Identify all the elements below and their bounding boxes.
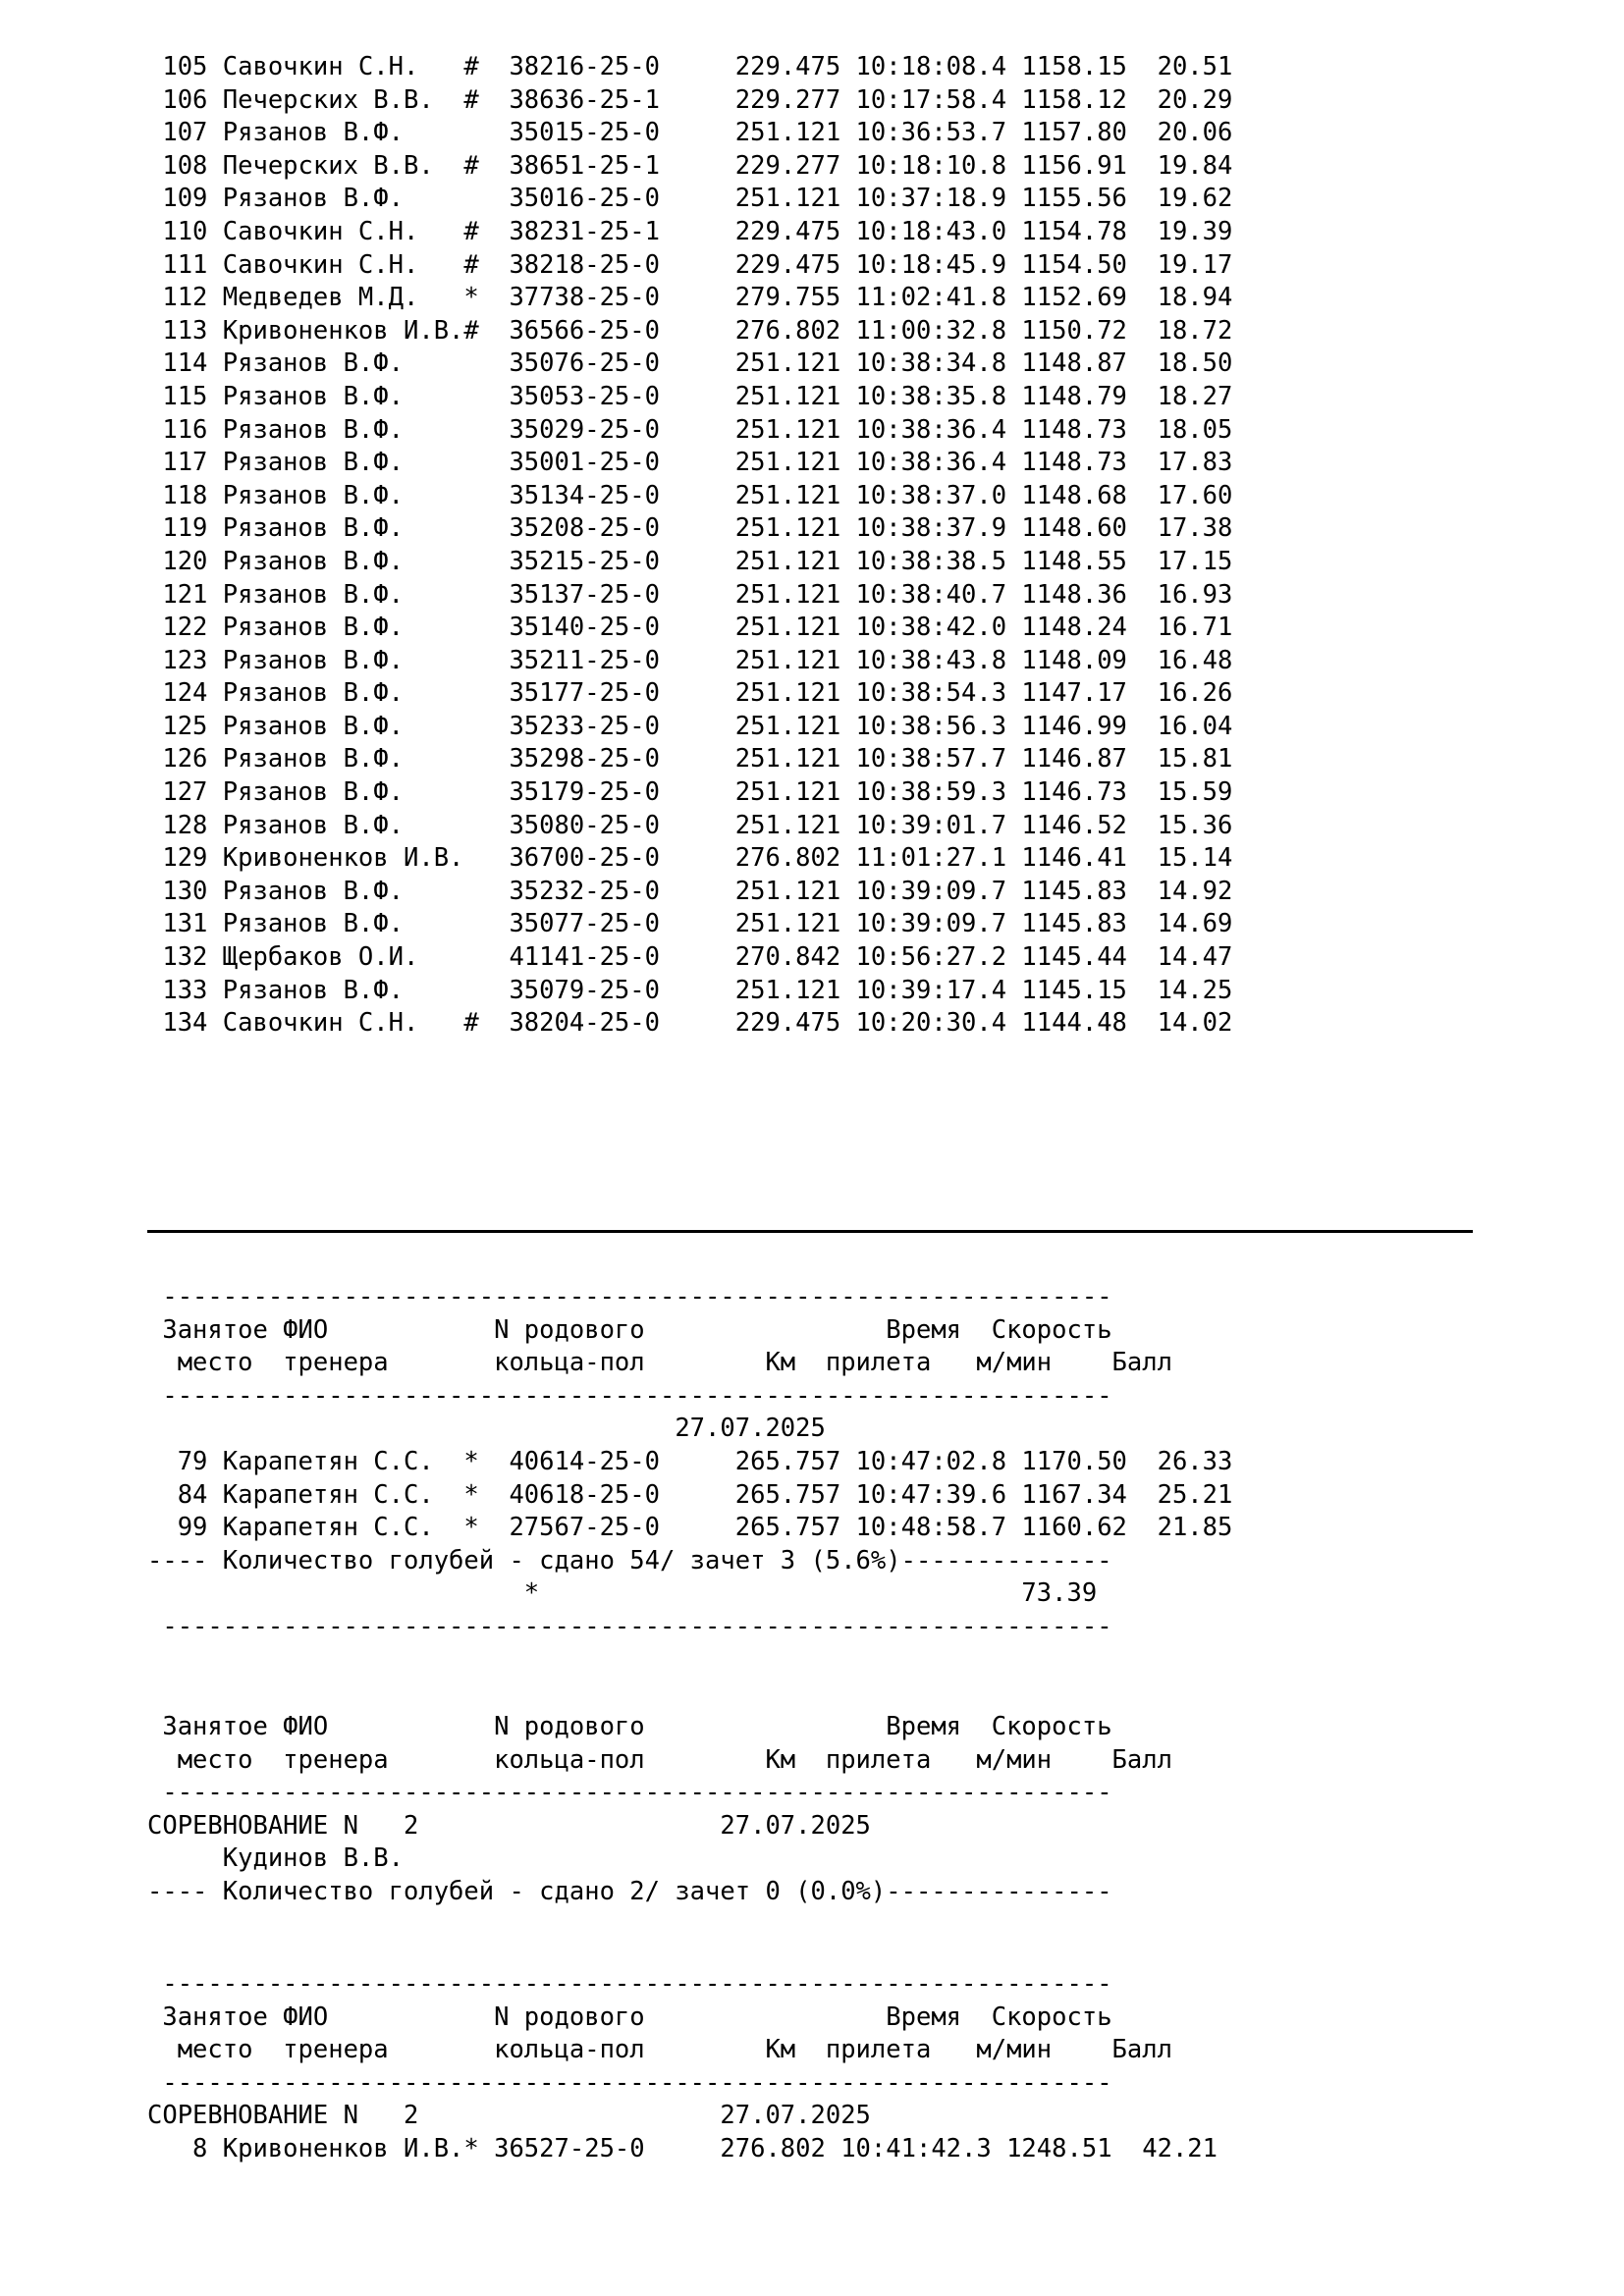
table-row: 134 Савочкин С.Н. # 38204-25-0 229.475 10:20:30.4 1144.48 14.02 <box>147 1008 1233 1039</box>
separator-dashed: --------------------------------------------------------------- <box>147 2067 1112 2098</box>
summary-line: ---- Количество голубей - сдано 2/ зачет 0 (0.0%)--------------- <box>147 1876 1112 1906</box>
table-row: 119 Рязанов В.Ф. 35208-25-0 251.121 10:38:37.9 1148.60 17.38 <box>147 513 1233 544</box>
section-karapetyan <box>147 1281 1232 1644</box>
results-table-continued <box>147 51 1232 1041</box>
table-row: 112 Медведев М.Д. * 37738-25-0 279.755 11:02:41.8 1152.69 18.94 <box>147 283 1233 313</box>
table-row: 105 Савочкин С.Н. # 38216-25-0 229.475 10:18:08.4 1158.15 20.51 <box>147 52 1233 81</box>
table-row: 121 Рязанов В.Ф. 35137-25-0 251.121 10:38:40.7 1148.36 16.93 <box>147 579 1233 610</box>
table-row: 111 Савочкин С.Н. # 38218-25-0 229.475 10:18:45.9 1154.50 19.17 <box>147 249 1233 280</box>
table-row: 133 Рязанов В.Ф. 35079-25-0 251.121 10:39:17.4 1145.15 14.25 <box>147 975 1233 1005</box>
summary-line: ---- Количество голубей - сдано 54/ зачет 3 (5.6%)-------------- <box>147 1545 1112 1575</box>
table-row: 108 Печерских В.В. # 38651-25-1 229.277 10:18:10.8 1156.91 19.84 <box>147 150 1233 181</box>
table-row: 107 Рязанов В.Ф. 35015-25-0 251.121 10:36:53.7 1157.80 20.06 <box>147 118 1233 148</box>
column-header-line-1: Занятое ФИО N родового Время Скорость <box>147 2002 1112 2032</box>
table-row: 110 Савочкин С.Н. # 38231-25-1 229.475 10:18:43.0 1154.78 19.39 <box>147 216 1233 246</box>
column-header-line-2: место тренера кольца-пол Км прилета м/мин Балл <box>147 1348 1188 1378</box>
separator-dashed: --------------------------------------------------------------- <box>147 1282 1112 1311</box>
table-row: 115 Рязанов В.Ф. 35053-25-0 251.121 10:38:35.8 1148.79 18.27 <box>147 381 1233 411</box>
table-row: 8 Кривоненков И.В.* 36527-25-0 276.802 10:41:42.3 1248.51 42.21 <box>147 2133 1218 2163</box>
separator-dashed: --------------------------------------------------------------- <box>147 1611 1112 1641</box>
table-row: 84 Карапетян С.С. * 40618-25-0 265.757 10:47:39.6 1167.34 25.21 <box>147 1479 1233 1510</box>
table-row: 122 Рязанов В.Ф. 35140-25-0 251.121 10:38:42.0 1148.24 16.71 <box>147 613 1233 643</box>
column-header-line-1: Занятое ФИО N родового Время Скорость <box>147 1712 1112 1741</box>
table-row: 113 Кривоненков И.В.# 36566-25-0 276.802 11:00:32.8 1150.72 18.72 <box>147 315 1233 346</box>
table-row: 127 Рязанов В.Ф. 35179-25-0 251.121 10:38:59.3 1146.73 15.59 <box>147 777 1233 808</box>
table-row: 120 Рязанов В.Ф. 35215-25-0 251.121 10:38:38.5 1148.55 17.15 <box>147 546 1233 576</box>
total-score-line: * 73.39 <box>147 1578 1098 1609</box>
table-row: 118 Рязанов В.Ф. 35134-25-0 251.121 10:38:37.0 1148.68 17.60 <box>147 480 1233 510</box>
column-header-line-1: Занятое ФИО N родового Время Скорость <box>147 1314 1112 1345</box>
table-row: 132 Щербаков О.И. 41141-25-0 270.842 10:56:27.2 1145.44 14.47 <box>147 942 1233 973</box>
section-krivonenkov <box>147 1968 1218 2166</box>
table-row: 126 Рязанов В.Ф. 35298-25-0 251.121 10:38:57.7 1146.87 15.81 <box>147 744 1233 774</box>
table-row: 99 Карапетян С.С. * 27567-25-0 265.757 10:48:58.7 1160.62 21.85 <box>147 1513 1233 1543</box>
section-kudinov <box>147 1711 1187 1909</box>
table-row: 123 Рязанов В.Ф. 35211-25-0 251.121 10:38:43.8 1148.09 16.48 <box>147 645 1233 675</box>
table-row: 131 Рязанов В.Ф. 35077-25-0 251.121 10:39:09.7 1145.83 14.69 <box>147 909 1233 939</box>
table-row: 106 Печерских В.В. # 38636-25-1 229.277 10:17:58.4 1158.12 20.29 <box>147 84 1233 115</box>
trainer-name: Кудинов В.В. <box>147 1843 404 1874</box>
table-row: 124 Рязанов В.Ф. 35177-25-0 251.121 10:38:54.3 1147.17 16.26 <box>147 678 1233 709</box>
table-row: 128 Рязанов В.Ф. 35080-25-0 251.121 10:39:01.7 1146.52 15.36 <box>147 810 1233 840</box>
table-row: 116 Рязанов В.Ф. 35029-25-0 251.121 10:38:36.4 1148.73 18.05 <box>147 414 1233 445</box>
table-row: 129 Кривоненков И.В. 36700-25-0 276.802 11:01:27.1 1146.41 15.14 <box>147 843 1233 874</box>
table-row: 117 Рязанов В.Ф. 35001-25-0 251.121 10:38:36.4 1148.73 17.83 <box>147 448 1233 478</box>
column-header-line-2: место тренера кольца-пол Км прилета м/мин Балл <box>147 1744 1188 1775</box>
competition-title: СОРЕВНОВАНИЕ N 2 27.07.2025 <box>147 1810 871 1841</box>
separator-dashed: --------------------------------------------------------------- <box>147 1969 1112 1999</box>
table-row: 79 Карапетян С.С. * 40614-25-0 265.757 10:47:02.8 1170.50 26.33 <box>147 1446 1233 1476</box>
separator-dashed: --------------------------------------------------------------- <box>147 1778 1112 1808</box>
table-row: 130 Рязанов В.Ф. 35232-25-0 251.121 10:39:09.7 1145.83 14.92 <box>147 876 1233 906</box>
column-header-line-2: место тренера кольца-пол Км прилета м/мин Балл <box>147 2035 1188 2065</box>
table-row: 109 Рязанов В.Ф. 35016-25-0 251.121 10:37:18.9 1155.56 19.62 <box>147 184 1233 214</box>
competition-title: СОРЕВНОВАНИЕ N 2 27.07.2025 <box>147 2101 871 2131</box>
table-row: 114 Рязанов В.Ф. 35076-25-0 251.121 10:38:34.8 1148.87 18.50 <box>147 348 1233 379</box>
table-bottom-rule <box>147 1230 1473 1233</box>
table-row: 125 Рязанов В.Ф. 35233-25-0 251.121 10:38:56.3 1146.99 16.04 <box>147 711 1233 741</box>
separator-dashed: --------------------------------------------------------------- <box>147 1380 1112 1411</box>
section-date: 27.07.2025 <box>147 1414 826 1444</box>
